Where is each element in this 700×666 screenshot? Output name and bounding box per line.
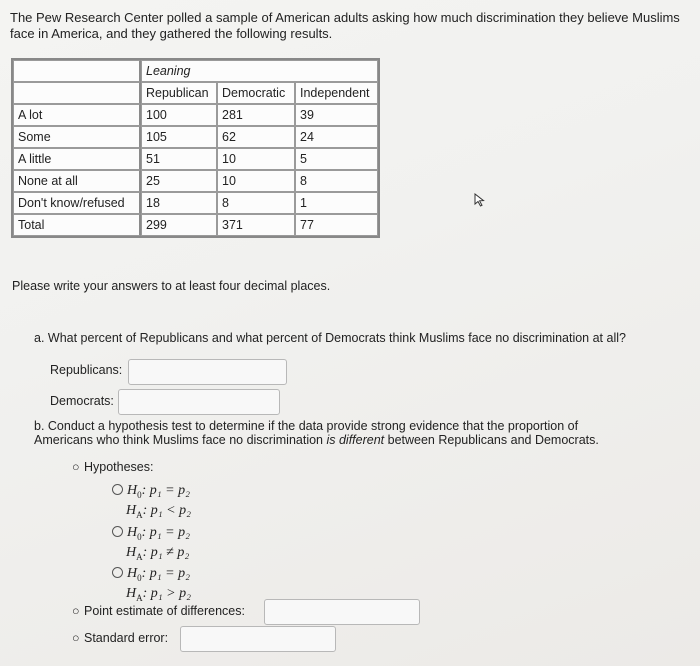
- row-label: Total: [13, 214, 141, 236]
- ha-subscript: A: [136, 509, 143, 520]
- column-header-democratic: Democratic: [217, 82, 295, 104]
- table-cell: 77: [295, 214, 378, 236]
- radio-button[interactable]: [112, 526, 123, 537]
- row-label: A little: [13, 148, 141, 170]
- h0-equation: : p₁ = p₂: [141, 525, 190, 540]
- column-header-republican: Republican: [141, 82, 217, 104]
- table-cell: 5: [295, 148, 378, 170]
- hypotheses-heading: [72, 460, 153, 474]
- table-group-header-row: [13, 60, 378, 82]
- hypotheses-label: Hypotheses:: [84, 460, 154, 474]
- ha-equation: : p₁ ≠ p₂: [142, 544, 190, 560]
- hypothesis-option-1[interactable]: [112, 483, 191, 523]
- ha-symbol: H: [126, 544, 137, 560]
- question-b-emphasis: is different: [326, 433, 385, 447]
- ha-line: [112, 545, 190, 565]
- intro-text: The Pew Research Center polled a sample of American adults asking how much discrimination they believe Muslims face in America, and they gathered the following results.: [10, 10, 680, 41]
- question-a: a. What percent of Republicans and what percent of Democrats think Muslims face no discrimination at all?: [34, 331, 626, 345]
- table-corner: [13, 60, 141, 82]
- bullet-icon: ○: [72, 604, 80, 618]
- point-estimate-row: [72, 604, 245, 618]
- h0-symbol: H: [127, 483, 138, 498]
- table-cell: 8: [295, 170, 378, 192]
- table-cell: 39: [295, 104, 378, 126]
- h0-subscript: 0: [137, 572, 142, 583]
- table-cell: 62: [217, 126, 295, 148]
- table-cell: 105: [141, 126, 217, 148]
- table-cell: 25: [141, 170, 217, 192]
- hypothesis-option-2[interactable]: [112, 525, 190, 565]
- point-estimate-label: Point estimate of differences:: [84, 604, 245, 618]
- row-label: A lot: [13, 104, 141, 126]
- bullet-icon: ○: [72, 460, 80, 474]
- h0-symbol: H: [127, 525, 138, 540]
- mouse-pointer-icon: [474, 193, 486, 207]
- row-label: Some: [13, 126, 141, 148]
- question-b-text-end: between Republicans and Democrats.: [384, 433, 599, 447]
- column-header-independent: Independent: [295, 82, 378, 104]
- row-label: None at all: [13, 170, 141, 192]
- republicans-label: Republicans:: [50, 363, 123, 377]
- republicans-answer-input[interactable]: [128, 359, 287, 385]
- table-row: [13, 170, 378, 192]
- table-cell: 8: [217, 192, 295, 214]
- standard-error-input[interactable]: [180, 626, 336, 652]
- question-b-text: b. Conduct a hypothesis test to determine if the data provide strong evidence that the proportion of Americans who think Muslims face no discrimination: [34, 419, 579, 447]
- table-cell: 100: [141, 104, 217, 126]
- table-corner: [13, 82, 141, 104]
- table-cell: 1: [295, 192, 378, 214]
- question-b: [34, 419, 634, 447]
- democrats-answer-input[interactable]: [118, 389, 280, 415]
- ha-symbol: H: [126, 502, 137, 518]
- standard-error-label: Standard error:: [84, 631, 169, 645]
- bullet-icon: ○: [72, 631, 80, 645]
- ha-subscript: A: [136, 592, 143, 603]
- democrats-label: Democrats:: [50, 394, 114, 408]
- table-cell: 10: [217, 148, 295, 170]
- standard-error-row: [72, 631, 168, 645]
- table-cell: 51: [141, 148, 217, 170]
- table-cell: 24: [295, 126, 378, 148]
- table-column-header-row: [13, 82, 378, 104]
- instructions-note: Please write your answers to at least four decimal places.: [12, 279, 331, 293]
- ha-equation: : p₁ > p₂: [142, 585, 191, 601]
- hypothesis-option-3[interactable]: [112, 566, 191, 606]
- h0-symbol: H: [127, 566, 138, 581]
- radio-button[interactable]: [112, 484, 123, 495]
- ha-line: [112, 586, 191, 606]
- point-estimate-input[interactable]: [264, 599, 420, 625]
- ha-equation: : p₁ < p₂: [142, 502, 191, 518]
- h0-equation: : p₁ = p₂: [141, 483, 190, 498]
- radio-button[interactable]: [112, 567, 123, 578]
- h0-subscript: 0: [137, 531, 142, 542]
- row-label: Don't know/refused: [13, 192, 141, 214]
- h0-equation: : p₁ = p₂: [141, 566, 190, 581]
- ha-subscript: A: [136, 551, 143, 562]
- results-table: [11, 58, 380, 238]
- h0-subscript: 0: [137, 489, 142, 500]
- table-row: [13, 126, 378, 148]
- table-cell: 299: [141, 214, 217, 236]
- table-cell: 18: [141, 192, 217, 214]
- table-group-header: Leaning: [141, 60, 378, 82]
- table-row: [13, 104, 378, 126]
- table-cell: 281: [217, 104, 295, 126]
- ha-line: [112, 503, 191, 523]
- table-cell: 371: [217, 214, 295, 236]
- table-row: [13, 192, 378, 214]
- ha-symbol: H: [126, 585, 137, 601]
- table-row: [13, 148, 378, 170]
- table-row-total: [13, 214, 378, 236]
- table-cell: 10: [217, 170, 295, 192]
